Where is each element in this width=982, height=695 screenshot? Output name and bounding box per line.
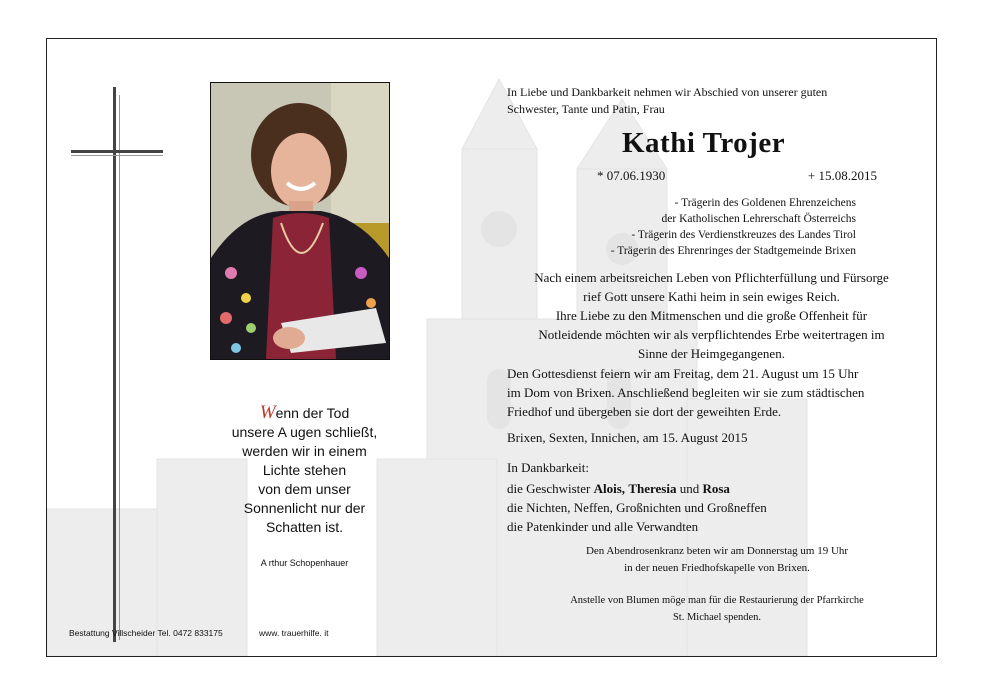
quote-dropcap: W — [259, 402, 276, 423]
intro-line: Schwester, Tante und Patin, Frau — [507, 102, 665, 116]
portrait-illustration — [211, 83, 389, 359]
flowers-line: Anstelle von Blumen möge man für die Restaurierung der Pfarrkirche — [570, 595, 864, 606]
gratitude-label: In Dankbarkeit: — [507, 460, 589, 475]
honor-line: der Katholischen Lehrerschaft Österreichs — [661, 213, 856, 225]
intro-line: In Liebe und Dankbarkeit nehmen wir Abschied von unserer guten — [507, 85, 828, 99]
honor-line: - Trägerin des Verdienstkreuzes des Landes Tirol — [631, 229, 856, 241]
rosary-notice — [507, 543, 927, 577]
deceased-name: Kathi Trojer — [622, 127, 786, 159]
quote-author: A rthur Schopenhauer — [260, 558, 349, 568]
sibling-name: Rosa — [702, 481, 730, 496]
honor-line: - Trägerin des Goldenen Ehrenzeichens — [674, 197, 856, 209]
quote-line: Lichte stehen — [262, 462, 347, 478]
paragraph-line: Ihre Liebe zu den Mitmenschen und die große Offenheit für — [555, 308, 868, 323]
quote-line: Sonnenlicht nur der — [243, 500, 366, 516]
death-date: + 15.08.2015 — [807, 168, 877, 183]
paragraph-line: Nach einem arbeitsreichen Leben von Pflichterfüllung und Fürsorge — [534, 270, 889, 285]
mourners-line: die Patenkinder und alle Verwandten — [507, 519, 699, 534]
honor-line: - Trägerin des Ehrenringes der Stadtgemeinde Brixen — [610, 245, 856, 257]
paragraph-line: Friedhof und übergeben sie dort der geweihten Erde. — [507, 404, 782, 419]
obituary-card — [46, 38, 937, 657]
cross-icon — [69, 87, 169, 647]
rosary-line: Den Abendrosenkranz beten wir am Donnerstag um 19 Uhr — [585, 545, 849, 557]
website-link[interactable]: www. trauerhilfe. it — [259, 628, 329, 638]
service-paragraph — [507, 364, 927, 421]
quote-first-line — [197, 403, 412, 423]
quote-line: unsere A ugen schließt, — [231, 424, 378, 440]
birth-date: * 07.06.1930 — [597, 168, 666, 183]
life-paragraph — [499, 268, 924, 363]
sibling-name: Alois, — [593, 481, 626, 496]
and-word: und — [679, 481, 700, 496]
mourners-list — [507, 479, 927, 536]
quote-first-line-text: enn der Tod — [275, 405, 350, 421]
flowers-notice — [497, 592, 937, 626]
quote-line: von dem unser — [258, 481, 351, 497]
paragraph-line: im Dom von Brixen. Anschließend begleiten wir sie zum städtischen — [507, 385, 865, 400]
flowers-line: St. Michael spenden. — [672, 612, 762, 623]
paragraph-line: rief Gott unsere Kathi heim in sein ewiges Reich. — [583, 289, 840, 304]
quote-line: Schatten ist. — [265, 519, 344, 535]
portrait-photo — [210, 82, 390, 360]
paragraph-line: Notleidende möchten wir als verpflichtendes Erbe weitertragen im — [538, 327, 885, 342]
intro-text — [507, 84, 907, 118]
mourners-line-siblings — [507, 479, 927, 498]
siblings-prefix: die Geschwister — [507, 481, 591, 496]
sibling-name: Theresia — [628, 481, 677, 496]
place-date: Brixen, Sexten, Innichen, am 15. August 2015 — [507, 430, 748, 445]
quote-line: werden wir in einem — [242, 443, 367, 459]
mourners-line: die Nichten, Neffen, Großnichten und Großneffen — [507, 500, 767, 515]
rosary-line: in der neuen Friedhofskapelle von Brixen. — [624, 562, 810, 574]
life-dates — [597, 168, 877, 184]
funeral-home-info: Bestattung Villscheider Tel. 0472 833175 — [69, 628, 223, 638]
paragraph-line: Den Gottesdienst feiern wir am Freitag, dem 21. August um 15 Uhr — [507, 366, 859, 381]
paragraph-line: Sinne der Heimgegangenen. — [638, 346, 785, 361]
honors-list — [493, 195, 856, 259]
schopenhauer-quote — [197, 403, 412, 537]
